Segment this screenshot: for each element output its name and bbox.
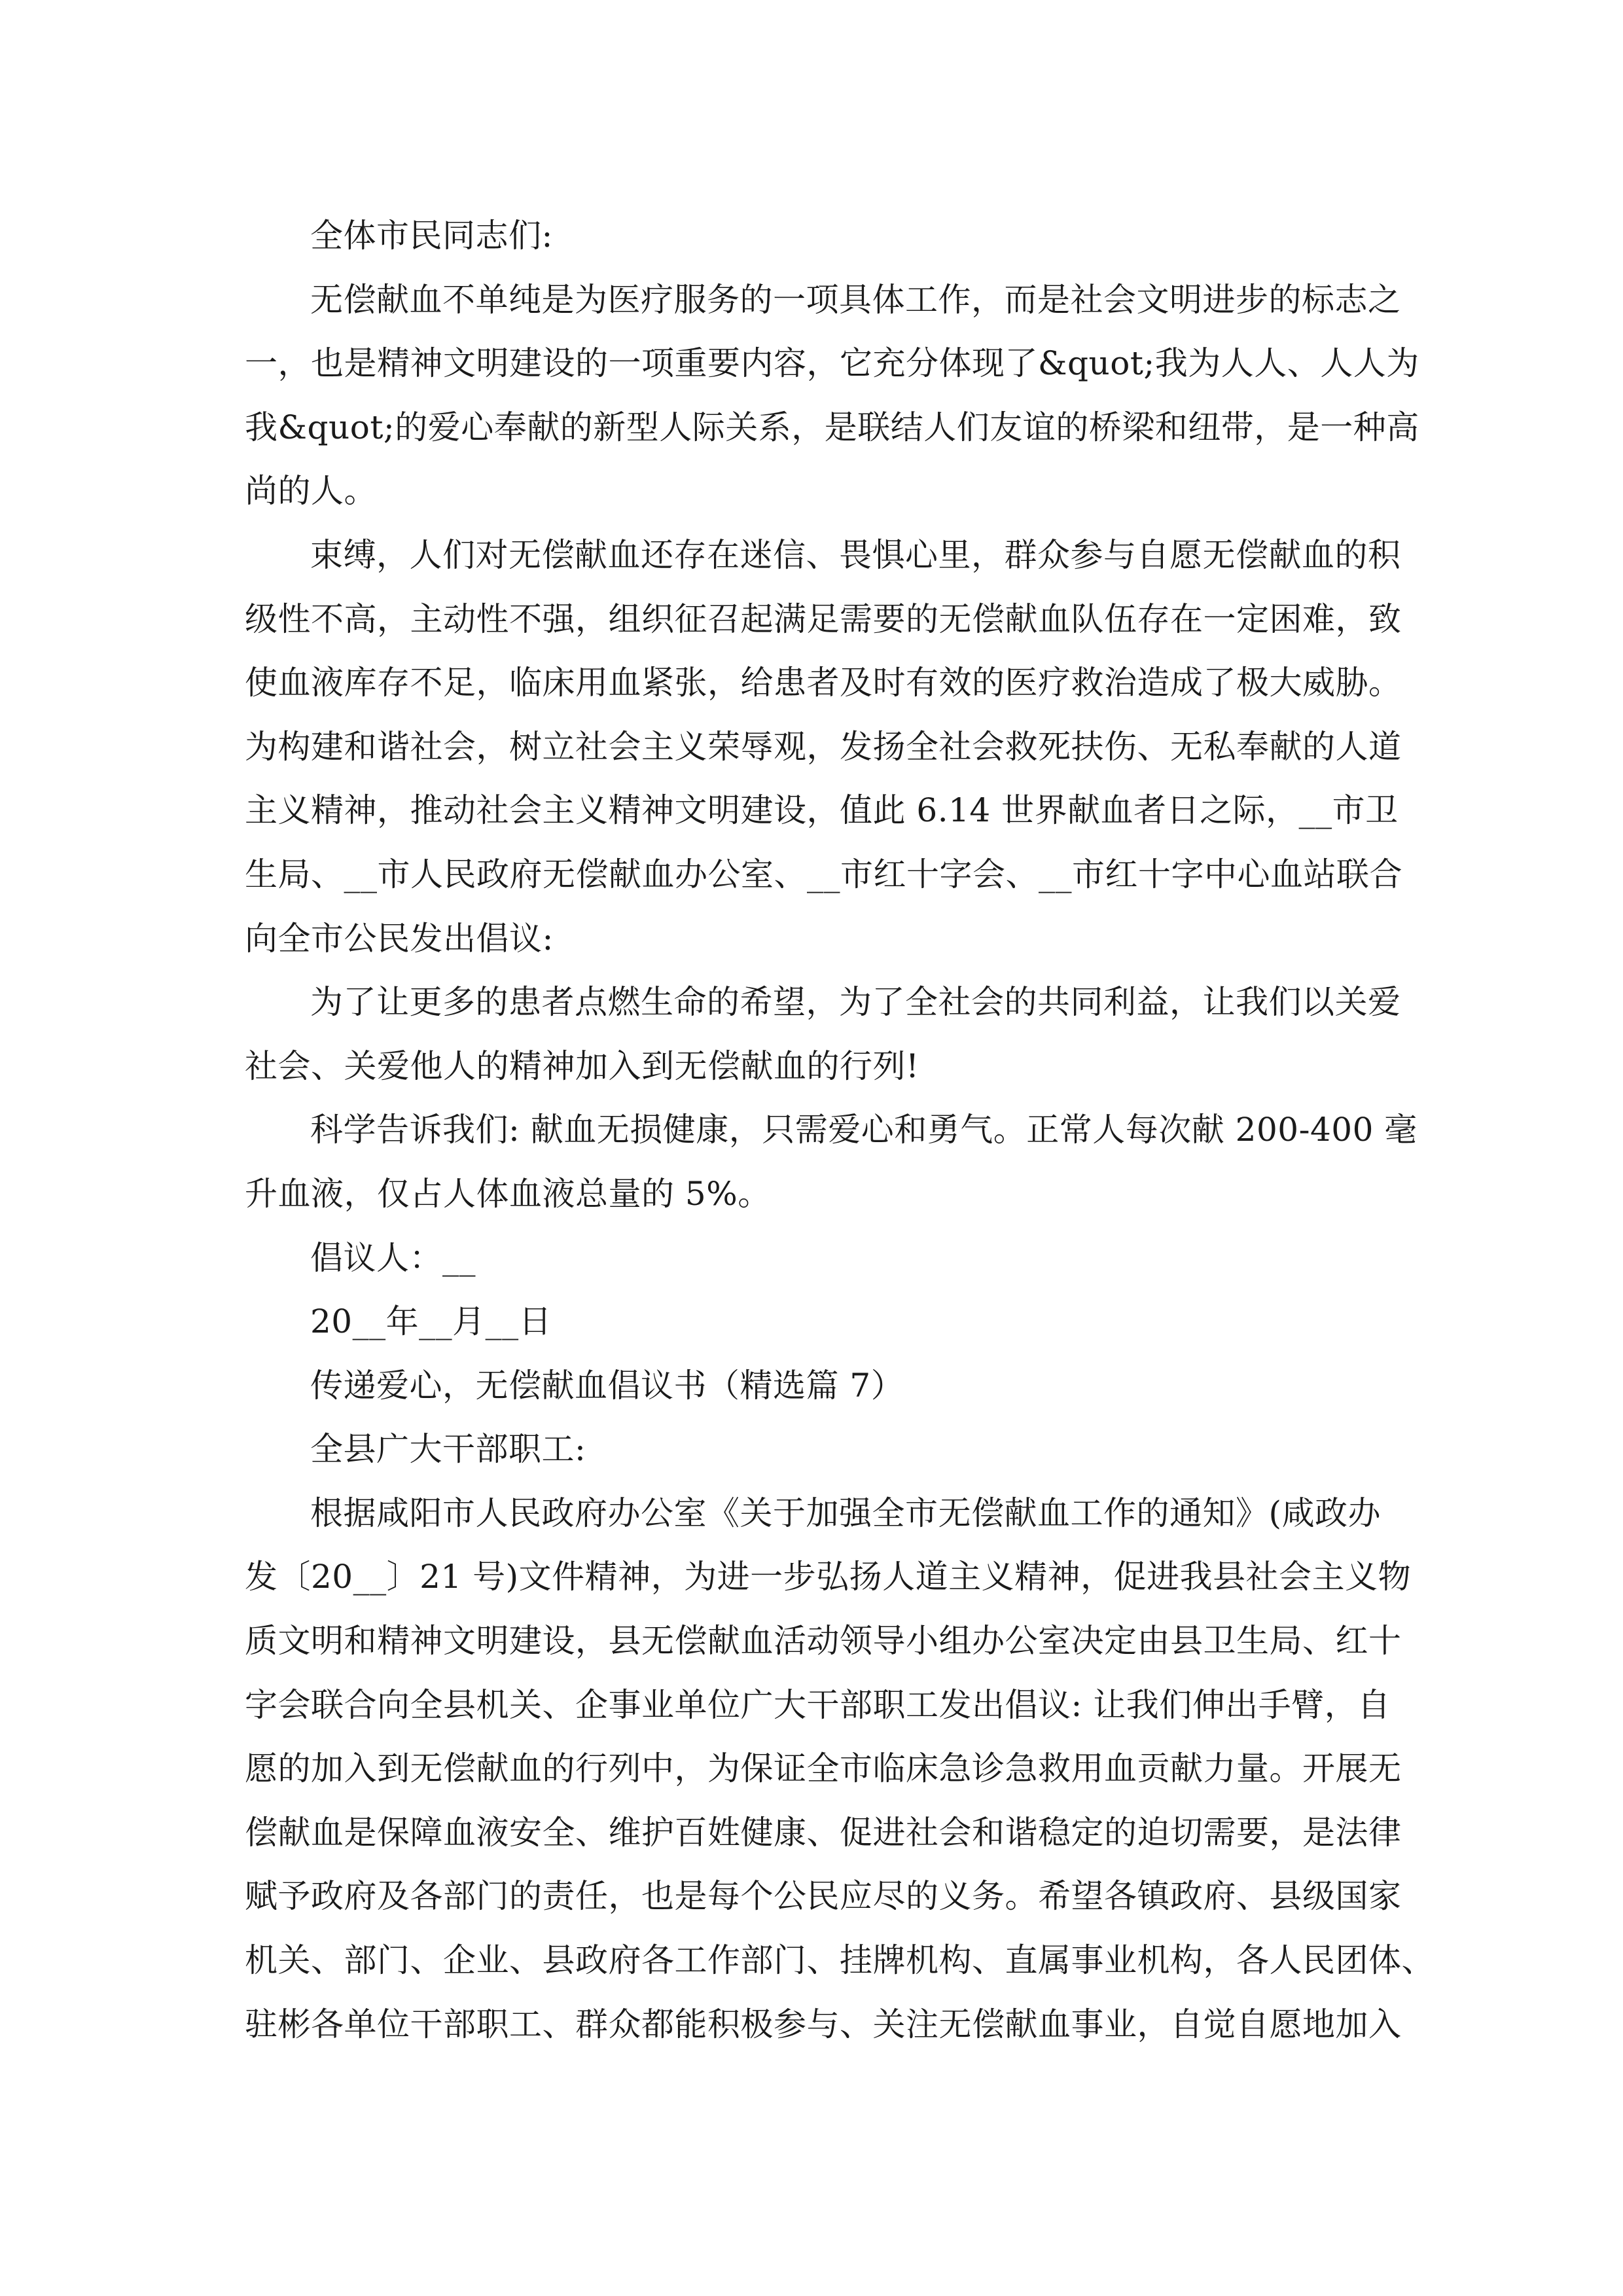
text-line: 为了让更多的患者点燃生命的希望，为了全社会的共同利益，让我们以关爱 [310,983,1401,1022]
text-line: 尚的人。 [245,472,377,511]
text-line: 偿献血是保障血液安全、维护百姓健康、促进社会和谐稳定的迫切需要，是法律 [245,1813,1402,1852]
text-line: 生局、__市人民政府无偿献血办公室、__市红十字会、__市红十字中心血站联合 [245,855,1402,893]
text-line: 使血液库存不足，临床用血紧张，给患者及时有效的医疗救治造成了极大威胁。 [245,664,1402,702]
text-line: 向全市公民发出倡议: [245,919,554,958]
text-line: 全体市民同志们: [310,217,553,255]
text-line: 我&quot;的爱心奉献的新型人际关系，是联结人们友谊的桥梁和纽带，是一种高 [245,408,1419,446]
text-line: 愿的加入到无偿献血的行列中，为保证全市临床急诊急救用血贡献力量。开展无 [245,1749,1402,1788]
text-line: 质文明和精神文明建设，县无偿献血活动领导小组办公室决定由县卫生局、红十 [245,1622,1402,1660]
text-line: 根据咸阳市人民政府办公室《关于加强全市无偿献血工作的通知》(咸政办 [310,1494,1382,1532]
text-line: 升血液，仅占人体血液总量的 5%。 [245,1174,771,1213]
text-line: 级性不高，主动性不强，组织征召起满足需要的无偿献血队伍存在一定困难，致 [245,600,1402,638]
text-line: 社会、关爱他人的精神加入到无偿献血的行列! [245,1047,919,1085]
text-line: 字会联合向全县机关、企事业单位广大干部职工发出倡议: 让我们伸出手臂，自 [245,1685,1391,1724]
text-line: 一，也是精神文明建设的一项重要内容，它充分体现了&quot;我为人人、人人为 [245,344,1419,383]
text-line: 20__年__月__日 [310,1302,552,1341]
text-line: 束缚，人们对无偿献血还存在迷信、畏惧心里，群众参与自愿无偿献血的积 [310,535,1401,574]
text-line: 传递爱心，无偿献血倡议书（精选篇 7） [310,1366,904,1405]
text-line: 主义精神，推动社会主义精神文明建设，值此 6.14 世界献血者日之际，__市卫 [245,791,1399,830]
text-line: 发〔20__〕21 号)文件精神，为进一步弘扬人道主义精神，促进我县社会主义物 [245,1558,1412,1596]
text-line: 全县广大干部职工: [310,1430,586,1469]
document-body [245,204,1435,2056]
text-line: 科学告诉我们: 献血无损健康，只需爱心和勇气。正常人每次献 200-400 毫 [310,1111,1418,1149]
text-line: 机关、部门、企业、县政府各工作部门、挂牌机构、直属事业机构，各人民团体、 [245,1941,1435,1980]
text-line: 驻彬各单位干部职工、群众都能积极参与、关注无偿献血事业，自觉自愿地加入 [245,2005,1402,2043]
text-line: 倡议人：__ [310,1238,476,1277]
text-line: 无偿献血不单纯是为医疗服务的一项具体工作，而是社会文明进步的标志之 [310,280,1401,319]
text-line: 赋予政府及各部门的责任，也是每个公民应尽的义务。希望各镇政府、县级国家 [245,1877,1402,1916]
text-line: 为构建和谐社会，树立社会主义荣辱观，发扬全社会救死扶伤、无私奉献的人道 [245,727,1402,766]
